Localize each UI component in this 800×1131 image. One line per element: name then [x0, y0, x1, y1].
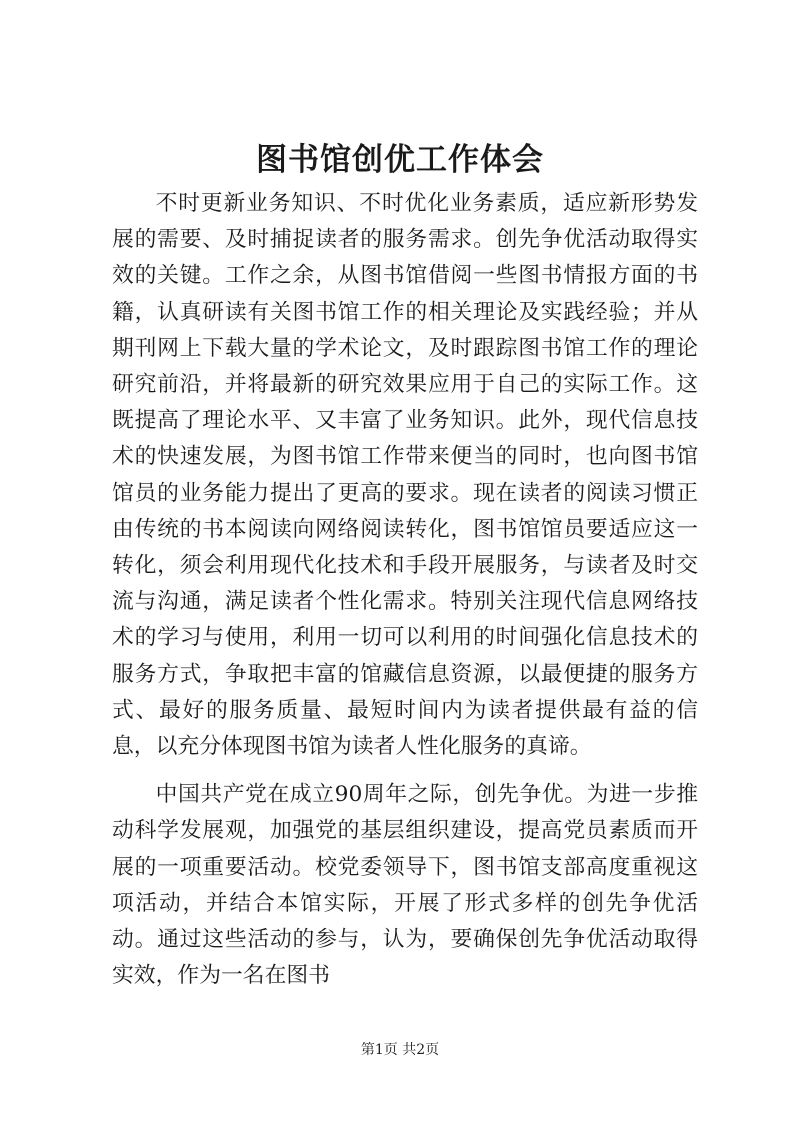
page-number-footer: 第1页 共2页	[360, 1042, 440, 1058]
document-body	[112, 186, 698, 994]
paragraph-1: 不时更新业务知识、不时优化业务素质，适应新形势发展的需要、及时捕捉读者的服务需求。创先争优活动取得实效的关键。工作之余，从图书馆借阅一些图书情报方面的书籍，认真研读有关图书馆工作的相关理论及实践经验；并从期刊网上下载大量的学术论文，及时跟踪图书馆工作的理论研究前沿，并将最新的研究效果应用于自己的实际工作。这既提高了理论水平、又丰富了业务知识。此外，现代信息技术的快速发展，为图书馆工作带来便当的同时，也向图书馆馆员的业务能力提出了更高的要求。现在读者的阅读习惯正由传统的书本阅读向网络阅读转化，图书馆馆员要适应这一转化，须会利用现代化技术和手段开展服务，与读者及时交流与沟通，满足读者个性化需求。特别关注现代信息网络技术的学习与使用，利用一切可以利用的时间强化信息技术的服务方式，争取把丰富的馆藏信息资源，以最便捷的服务方式、最好的服务质量、最短时间内为读者提供最有益的信息，以充分体现图书馆为读者人性化服务的真谛。	[112, 191, 698, 760]
document-title: 图书馆创优工作体会	[256, 142, 544, 178]
paragraph-2: 中国共产党在成立90周年之际，创先争优。为进一步推动科学发展观，加强党的基层组织建设，提高党员素质而开展的一项重要活动。校党委领导下，图书馆支部高度重视这项活动，并结合本馆实际，开展了形式多样的创先争优活动。通过这些活动的参与，认为，要确保创先争优活动取得实效，作为一名在图书	[112, 782, 698, 989]
